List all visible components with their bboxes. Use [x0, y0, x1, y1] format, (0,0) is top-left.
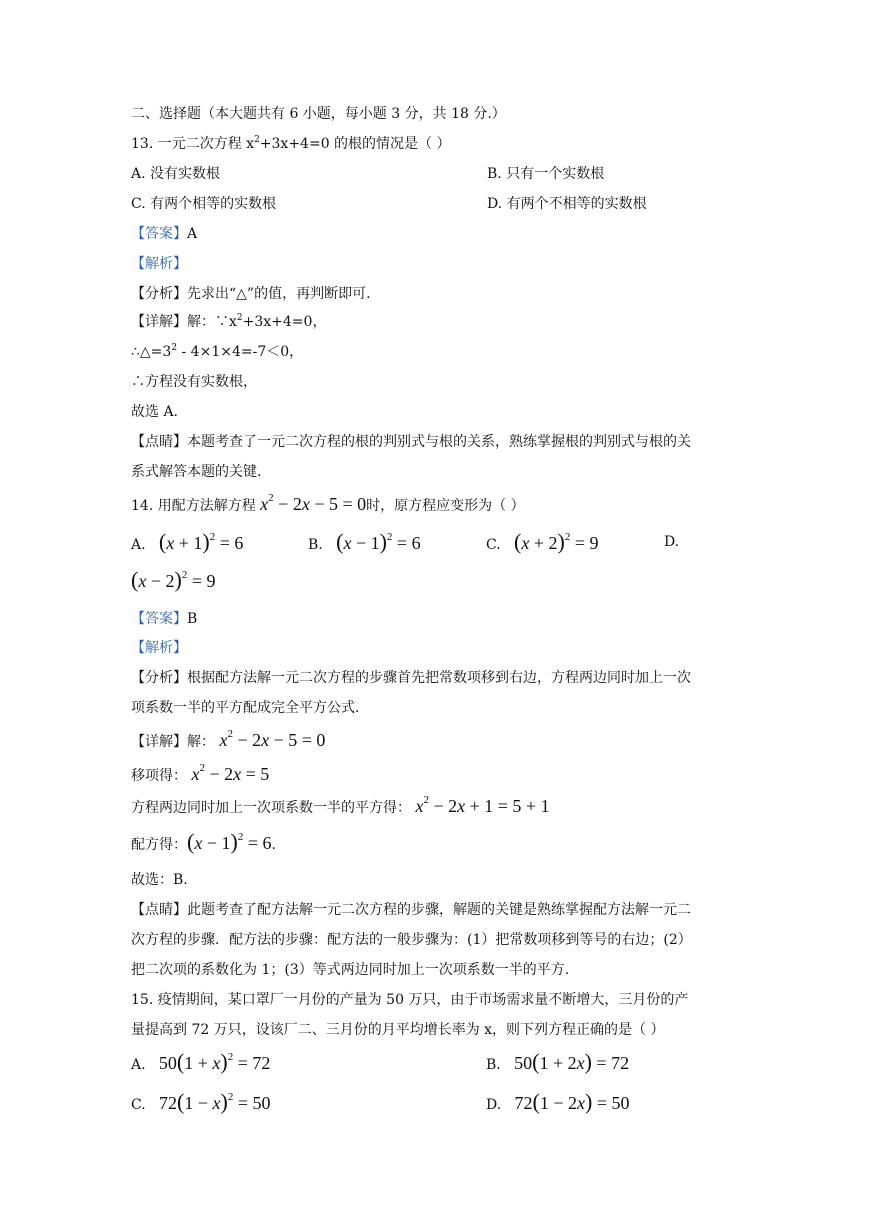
q14-fenxi-2: 项系数一半的平方配成完全平方公式.	[131, 700, 360, 716]
q14-analysis-label: 【解析】	[131, 640, 187, 656]
q13-answer: 【答案】A	[131, 226, 198, 242]
q15-stem-2: 量提高到 72 万只，设该厂二、三月份的月平均增长率为 x，则下列方程正确的是（ ）	[131, 1022, 665, 1038]
q13-option-d[interactable]: D. 有两个不相等的实数根	[487, 196, 647, 212]
q14-option-b-math: $(x - 1)^2 = 6$	[336, 529, 421, 554]
q14-dianjing-1: 【点睛】此题考查了配方法解一元二次方程的步骤，解题的关键是熟练掌握配方法解一元二	[131, 902, 691, 918]
section-title: 二、选择题（本大题共有 6 小题，每小题 3 分，共 18 分.）	[131, 106, 506, 122]
q13-detail: 【详解】解：$\because x^2+3x+4=0$，	[131, 313, 327, 330]
q14-stem: 14. 用配方法解方程 $x^2 - 2x - 5 = 0$时，原方程应变形为（ ）	[131, 492, 525, 514]
q15-option-d[interactable]: D. 72(1 − 2x) = 50	[486, 1089, 630, 1114]
q13-option-a[interactable]: A. 没有实数根	[131, 166, 221, 182]
q15-stem-1: 15. 疫情期间，某口罩厂一月份的产量为 50 万只，由于市场需求量不断增大，三月份的产	[131, 992, 689, 1008]
q15-option-a[interactable]: A. $50(1 + x)^2 = 72$	[131, 1049, 271, 1074]
q14-complete-square: 配方得：$(x - 1)^2 = 6$.	[131, 829, 276, 854]
q13-dianjing-2: 系式解答本题的关键.	[131, 464, 262, 480]
q13-stem: 13. 一元二次方程 $x^2+3x+4=0$ 的根的情况是（ ）	[131, 135, 451, 152]
q14-option-a-math: $(x + 1)^2 = 6$	[158, 529, 244, 554]
q14-option-a[interactable]: A. $(x + 1)^2 = 6$	[131, 529, 244, 554]
q13-option-c[interactable]: C. 有两个相等的实数根	[131, 196, 277, 212]
q13-option-b[interactable]: B. 只有一个实数根	[487, 166, 605, 182]
q13-dianjing-1: 【点睛】本题考查了一元二次方程的根的判别式与根的关系，熟练掌握根的判别式与根的关	[131, 434, 691, 450]
q14-answer: 【答案】B	[131, 611, 198, 627]
q15-option-b[interactable]: B. 50(1 + 2x) = 72	[486, 1049, 630, 1074]
q14-detail: 【详解】解： $x^2 - 2x - 5 = 0$	[131, 728, 326, 750]
q14-option-d-math: $(x - 2)^2 = 9$	[131, 567, 216, 592]
q14-choose: 故选：B.	[131, 872, 188, 888]
q15-option-c[interactable]: C. $72(1 - x)^2 = 50$	[131, 1089, 271, 1114]
q13-step3: 故选 A.	[131, 404, 179, 420]
q14-dianjing-2: 次方程的步骤．配方法的步骤：配方法的一般步骤为：(1）把常数项移到等号的右边；(2）	[131, 932, 692, 948]
q14-option-c[interactable]: C. $(x + 2)^2 = 9$	[486, 529, 599, 554]
q13-fenxi: 【分析】先求出“△”的值，再判断即可.	[131, 286, 371, 302]
q14-fenxi-1: 【分析】根据配方法解一元二次方程的步骤首先把常数项移到右边，方程两边同时加上一次	[131, 670, 691, 686]
q13-step1: $\therefore\triangle=3^2 - 4\times 1\times 4=-7<0$，	[131, 343, 304, 360]
q14-both-sides: 方程两边同时加上一次项系数一半的平方得： $x^2 - 2x + 1 = 5 + 1$	[131, 794, 550, 816]
q13-step2: ∴方程没有实数根，	[131, 374, 257, 390]
q14-move: 移项得： $x^2 - 2x = 5$	[131, 762, 270, 784]
q14-option-b[interactable]: B. $(x - 1)^2 = 6$	[308, 529, 421, 554]
q14-option-d[interactable]: D.	[664, 534, 680, 550]
q14-dianjing-3: 把二次项的系数化为 1；(3）等式两边同时加上一次项系数一半的平方.	[131, 962, 570, 978]
q14-option-c-math: $(x + 2)^2 = 9$	[514, 529, 599, 554]
q13-analysis-label: 【解析】	[131, 256, 187, 272]
q14-equation: $x^2 - 2x - 5 = 0$	[260, 492, 367, 514]
